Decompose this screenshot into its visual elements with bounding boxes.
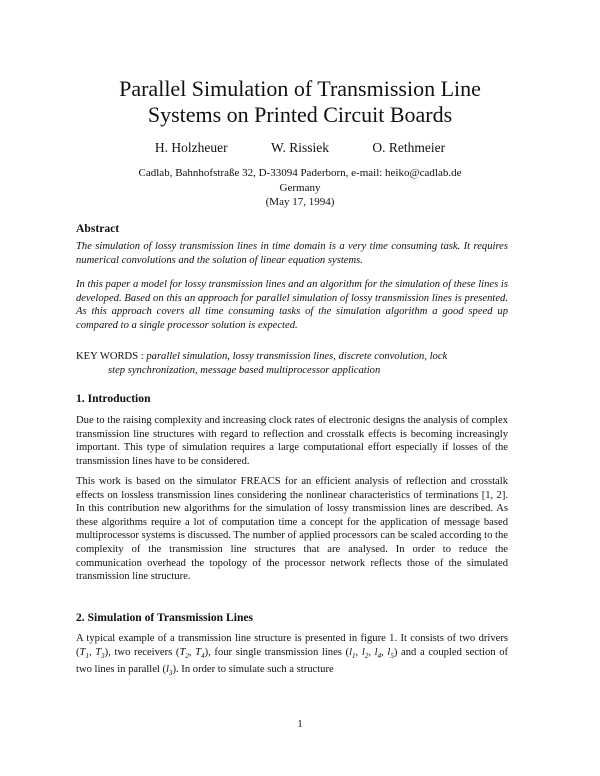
abstract-paragraph: The simulation of lossy transmission lines in time domain is a very time consuming task. It requires numerical convolutions and the solution of linear equation systems. [76, 241, 508, 266]
author: W. Rissiek [270, 140, 329, 155]
affiliation: Cadlab, Bahnhofstraße 32, D-33094 Paderborn, e-mail: heiko@cadlab.de Germany (May 17, 1994) [60, 166, 540, 210]
body-paragraph: Due to the raising complexity and increasing clock rates of electronic designs the analysis of complex transmission line structures with regard to reflection and crosstalk effects is becoming increasingly important. This type of simulation requires a large computational effort especially if losses of the transmission lines have to be considered. [76, 415, 508, 467]
page-number: 1 [297, 718, 303, 730]
body-paragraph: A typical example of a transmission line structure is presented in figure 1. It consists of two drivers ($T_1$, $T_3$), two receivers ($T_2$, $T_4$), four single transmission lines ($l_1$, $l_2$, $l_4$, $l_5$) and a coupled section of two lines in parallel $(l_3)$. In order to simulate such a structure [76, 633, 509, 678]
section-heading: 1. Introduction [76, 392, 151, 405]
abstract-paragraph: In this paper a model for lossy transmission lines and an algorithm for the simulation of these lines is developed. Based on this an approach for parallel simulation of lossy transmission lines is presented. As this approach covers all time consuming tasks of the simulation algorithm a good speed up compared to a single processor solution is expected. [76, 279, 508, 331]
keywords: KEY WORDS : parallel simulation, lossy transmission lines, discrete convolution, lock step synchronization, message based multiprocessor application [76, 351, 448, 376]
author: O. Rethmeier [372, 140, 446, 155]
author-list [60, 140, 540, 156]
section-heading: 2. Simulation of Transmission Lines [76, 611, 254, 624]
body-paragraph: This work is based on the simulator FREACS for an efficient analysis of reflection and crosstalk effects on lossless transmission lines considering the nonlinear characteristics of terminations [1, 2]. In this contribution new algorithms for the simulation of lossy transmission lines are described. As these algorithms require a lot of computation time a concept for the application of message based multiprocessor systems is discussed. The number of applied processors can be scaled according to the complexity of the transmission line structures that are analysed. In order to reduce the communication overhead the topology of the processor network reflects those of the simulated transmission line structure. [76, 476, 508, 583]
keywords-label: KEY WORDS : [76, 351, 144, 362]
date: (May 17, 1994) [265, 196, 335, 208]
abstract-heading: Abstract [76, 222, 120, 235]
author: H. Holzheuer [154, 140, 228, 155]
paper-title: Parallel Simulation of Transmission Line Systems on Printed Circuit Boards [119, 76, 481, 127]
